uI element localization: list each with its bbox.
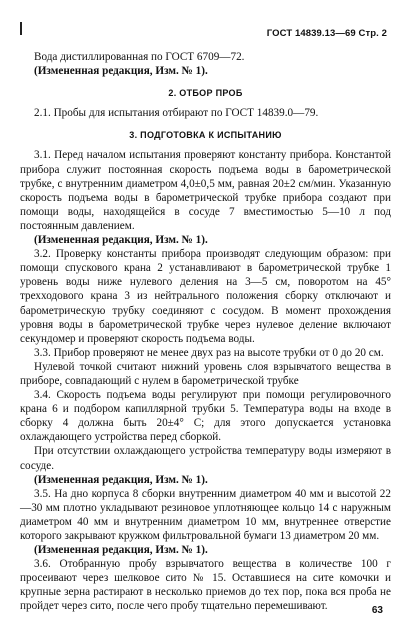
section-heading-preparation: 3. ПОДГОТОВКА К ИСПЫТАНИЮ [129, 130, 282, 141]
paragraph-3-6: 3.6. Отобранную пробу взрывчатого вещества в количестве 100 г просеивают через шелковое сито № 15. Оставшиеся на сите комочки и крупные зерна растирают в несколько приемов до тех пор, пока вся проба не пройдет через сито, после чего пробу тщательно перемешивают. [20, 558, 391, 613]
paragraph-3-5: 3.5. На дно корпуса 8 сборки внутренним диаметром 40 мм и высотой 22—30 мм плотно укладывают резиновое уплотняющее кольцо 14 с наружным диаметром 40 мм и внутренним диаметром 10 мм, внутреннее отверстие которого закрывают кружком фильтровальной бумаги 13 диаметром 20 мм. [20, 487, 391, 542]
paragraph-3-1: 3.1. Перед началом испытания проверяют константу прибора. Константой прибора служит постоянная скорость подъема воды в барометрической трубке, с внутренним диаметром 4,0±0,5 мм, равная 20±2 см/мин. Указанную скорость подъема воды в барометрической трубке прибора создают при помощи воды, находящейся в сосуде 7 вместимостью 5—10 л под постоянным давлением. [20, 149, 391, 232]
edit-note-3-4: (Измененная редакция, Изм. № 1). [34, 473, 208, 486]
paragraph-3-4: 3.4. Скорость подъема воды регулируют при помощи регулировочного крана 6 и подбором капиллярной трубки 5. Температура воды на входе в сборку 4 должна быть 20±4° С; для этого допускается установка охлаждающего устройства перед сборкой. [20, 389, 391, 444]
paragraph-zero-point: Нулевой точкой считают нижний уровень слоя взрывчатого вещества в приборе, совпадающий с нулем в барометрической трубке [20, 360, 391, 387]
edit-note-3-5: (Измененная редакция, Изм. № 1). [34, 544, 208, 557]
edit-note-water: (Измененная редакция, Изм. № 1). [34, 65, 208, 78]
paragraph-3-2: 3.2. Проверку константы прибора производят следующим образом: при помощи спускового крана 2 устанавливают в барометрической трубке 1 уровень воды ниже нулевого деления на 3—5 см, поворотом на 45° трехходового крана 3 из нейтрального положения сборку отключают и барометрическую трубку соединяют с сосудом. В момент прохождения уровня воды в барометрической трубке через нулевое деление включают секундомер и проверяют скорость подъема воды. [20, 248, 391, 345]
edit-note-3-1: (Измененная редакция, Изм. № 1). [34, 234, 208, 247]
paragraph-3-3: 3.3. Прибор проверяют не менее двух раз на высоте трубки от 0 до 20 см. [34, 346, 384, 359]
margin-mark [20, 22, 22, 35]
section-heading-sampling: 2. ОТБОР ПРОБ [168, 88, 243, 99]
document-body [20, 50, 391, 614]
page-number: 63 [371, 605, 383, 616]
paragraph-water: Вода дистиллированная по ГОСТ 6709—72. [34, 51, 245, 63]
paragraph-cooling: При отсутствии охлаждающего устройства температуру воды измеряют в сосуде. [20, 445, 391, 472]
paragraph-2-1: 2.1. Пробы для испытания отбирают по ГОСТ 14839.0—79. [34, 107, 319, 120]
page-header: ГОСТ 14839.13—69 Стр. 2 [266, 28, 387, 39]
